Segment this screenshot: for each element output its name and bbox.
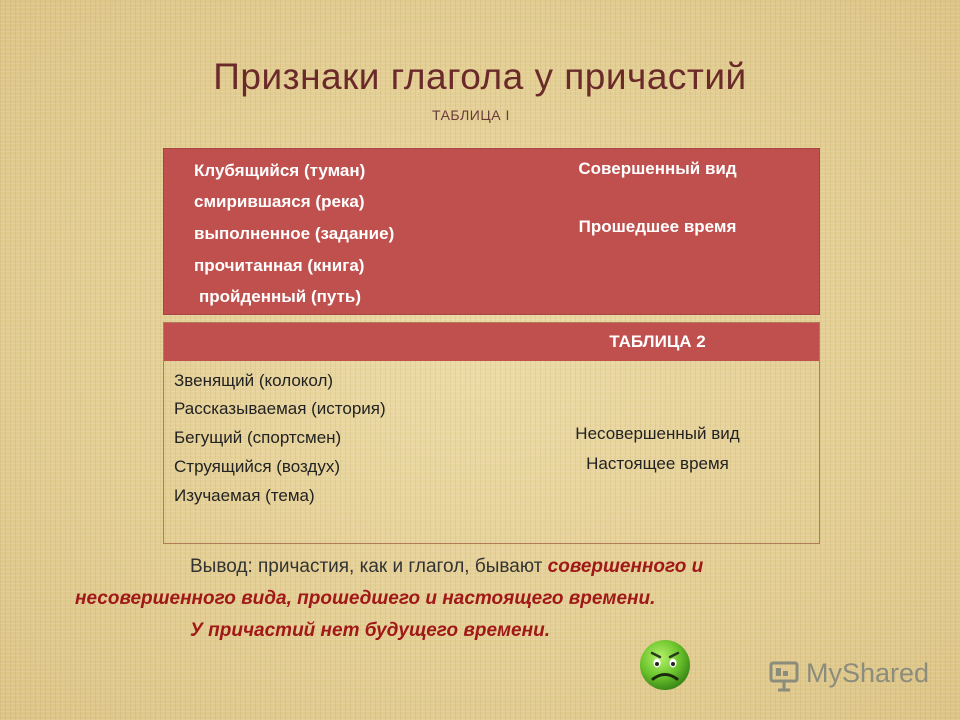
table1-tense: Прошедшее время bbox=[578, 217, 737, 236]
table2-header bbox=[164, 323, 819, 361]
table1-examples-cell bbox=[164, 149, 494, 314]
myshared-logo bbox=[768, 656, 928, 696]
table2-item: Струящийся (воздух) bbox=[174, 457, 341, 476]
table1-caption: ТАБЛИЦА I bbox=[432, 107, 510, 123]
table2-tense: Настоящее время bbox=[586, 454, 729, 473]
table1-attributes-cell bbox=[494, 149, 821, 314]
table1-item: пройденный (путь) bbox=[199, 287, 361, 306]
conclusion-line-1 bbox=[190, 556, 703, 578]
conclusion-line-2 bbox=[75, 588, 655, 610]
logo-text: MyShared bbox=[806, 658, 930, 688]
sad-face-icon bbox=[638, 638, 692, 692]
table2-item: Рассказываемая (история) bbox=[174, 399, 386, 418]
table1-item: выполненное (задание) bbox=[194, 224, 395, 243]
conclusion-intro: Вывод: причастия, как и глагол, бывают bbox=[190, 556, 548, 577]
table2-item: Изучаемая (тема) bbox=[174, 486, 315, 505]
table2-item: Бегущий (спортсмен) bbox=[174, 428, 342, 447]
conclusion-emphasis: совершенного и bbox=[547, 556, 704, 577]
conclusion-emphasis: несовершенного вида, прошедшего и настоящего времени. bbox=[75, 588, 656, 609]
table-1 bbox=[163, 148, 820, 315]
table1-aspect: Совершенный вид bbox=[578, 159, 737, 178]
table1-item: смирившаяся (река) bbox=[194, 192, 365, 211]
presentation-board-icon bbox=[768, 659, 802, 693]
table2-item: Звенящий (колокол) bbox=[174, 371, 334, 390]
conclusion-emphasis: У причастий нет будущего времени. bbox=[190, 620, 550, 641]
table2-caption: ТАБЛИЦА 2 bbox=[609, 332, 706, 351]
table1-item: Клубящийся (туман) bbox=[194, 161, 366, 180]
table-2 bbox=[163, 322, 820, 544]
conclusion-line-3 bbox=[190, 620, 550, 642]
table1-item: прочитанная (книга) bbox=[194, 256, 365, 275]
table2-aspect: Несовершенный вид bbox=[575, 424, 740, 443]
page-title: Признаки глагола у причастий bbox=[213, 56, 747, 97]
